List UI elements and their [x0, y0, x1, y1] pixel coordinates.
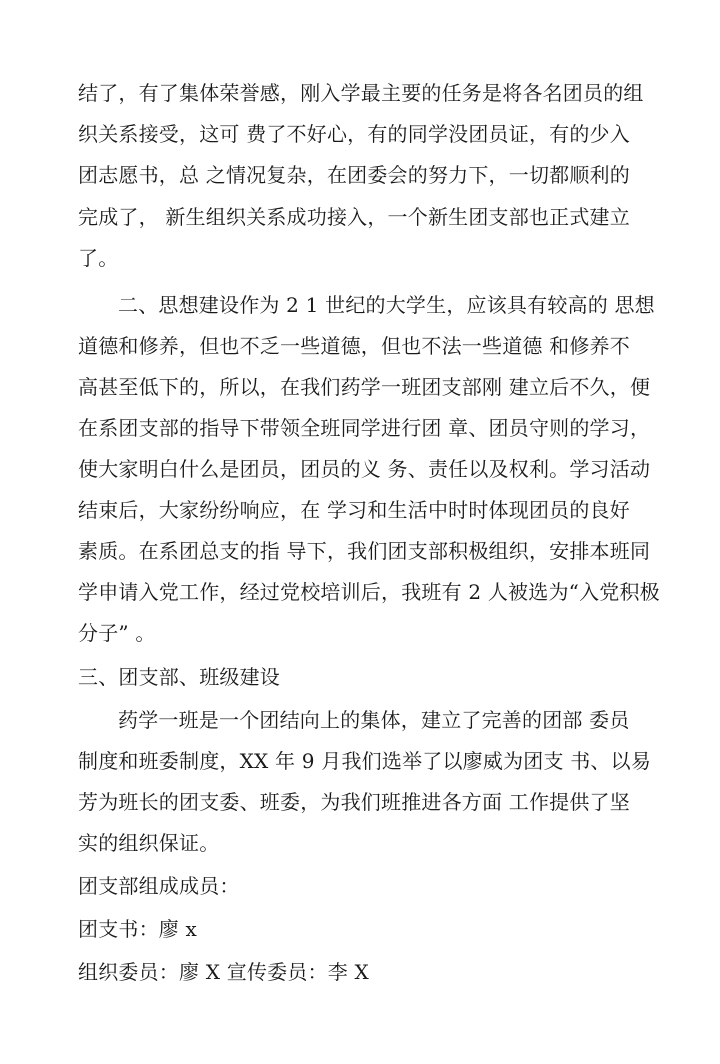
text-line: 使大家明白什么是团员，团员的义 务、责任以及权利。学习活动 — [78, 457, 651, 481]
text-line: 团志愿书，总 之情况复杂，在团委会的努力下，一切都顺利的 — [78, 163, 630, 187]
text-line: 了。 — [78, 246, 119, 270]
member-entry: 团支书：廖 x — [78, 917, 198, 941]
member-entry: 组织委员：廖 X 宣传委员：李 X — [78, 960, 369, 984]
text-line: 在系团支部的指导下带领全班同学进行团 章、团员守则的学习， — [78, 416, 651, 440]
text-line: 实的组织保证。 — [78, 831, 220, 855]
section-heading-paragraph: 二、思想建设作为 2 1 世纪的大学生，应该具有较高的 思想 — [118, 293, 655, 317]
text-line: 制度和班委制度，XX 年 9 月我们选举了以廖威为团支 书、以易 — [78, 749, 652, 773]
text-line: 素质。在系团总支的指 导下，我们团支部积极组织，安排本班同 — [78, 539, 651, 563]
text-line: 结了，有了集体荣誉感，刚入学最主要的任务是将各名团员的组 — [78, 81, 644, 105]
text-line: 学申请入党工作，经过党校培训后，我班有 2 人被选为“入党积极 — [78, 580, 660, 604]
text-line: 结束后，大家纷纷响应，在 学习和生活中时时体现团员的良好 — [78, 498, 630, 522]
text-line: 织关系接受，这可 费了不好心，有的同学没团员证，有的少入 — [78, 122, 630, 146]
text-line: 药学一班是一个团结向上的集体，建立了完善的团部 委员 — [118, 708, 630, 732]
text-line: 高甚至低下的，所以，在我们药学一班团支部刚 建立后不久，便 — [78, 375, 651, 399]
text-line: 芳为班长的团支委、班委，为我们班推进各方面 工作提供了坚 — [78, 790, 630, 814]
members-heading: 团支部组成成员： — [78, 874, 240, 898]
text-line: 道德和修养，但也不乏一些道德，但也不法一些道德 和修养不 — [78, 334, 630, 358]
text-line: 完成了， 新生组织关系成功接入，一个新生团支部也正式建立 — [78, 205, 630, 229]
section-heading: 三、团支部、班级建设 — [78, 665, 280, 689]
text-line: 分子” 。 — [78, 621, 156, 645]
